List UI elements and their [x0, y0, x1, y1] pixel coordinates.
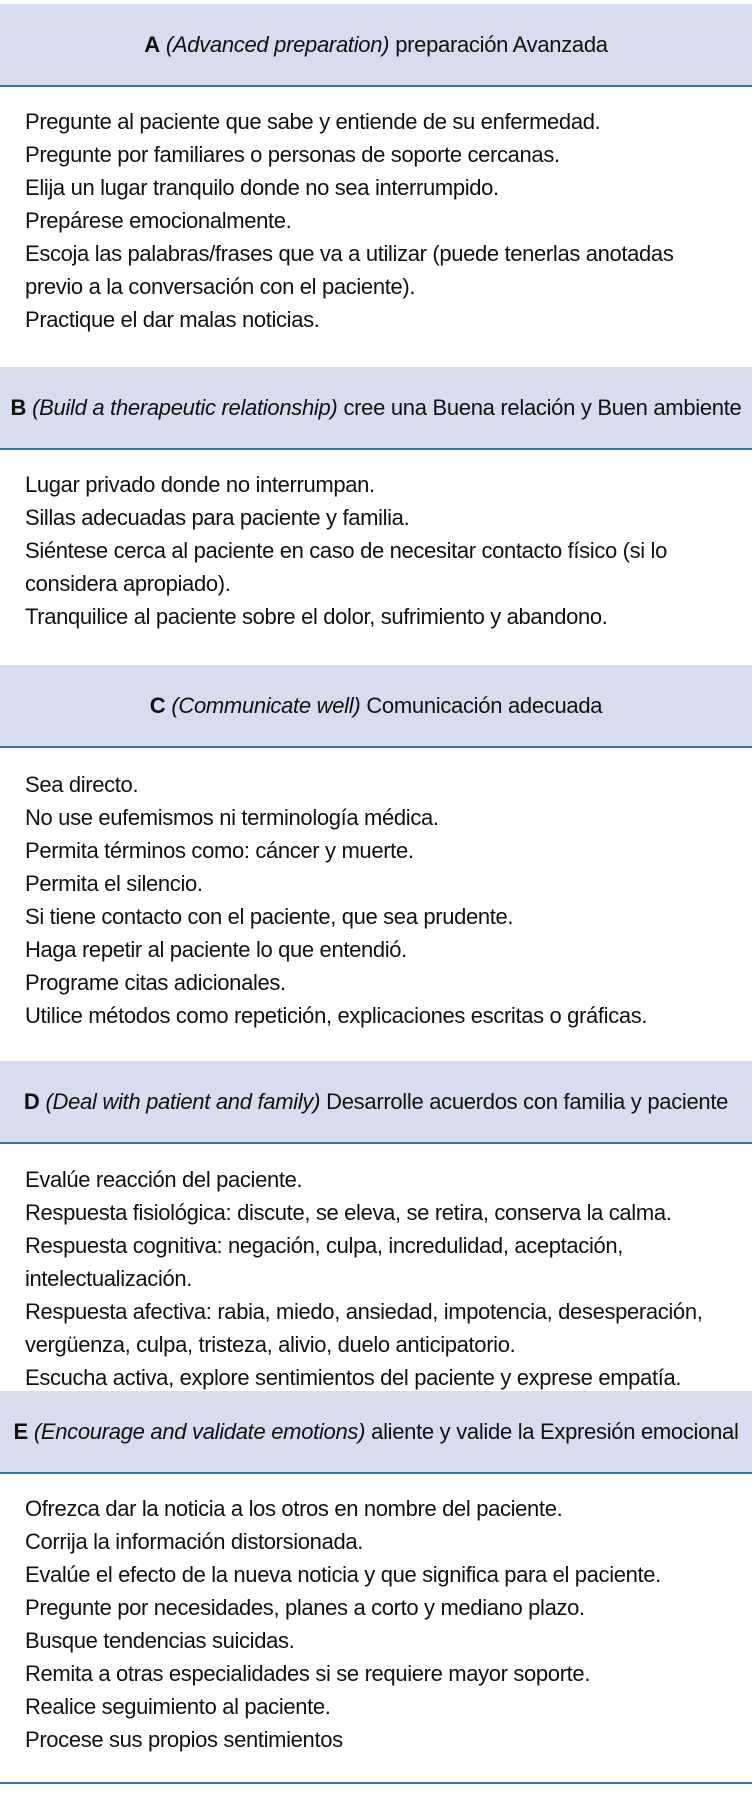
section-body-e — [0, 1492, 752, 1756]
section-letter: C — [149, 692, 166, 718]
section-header-d — [0, 1061, 752, 1144]
section-english-title: (Deal with patient and family) — [45, 1088, 321, 1114]
list-item: Respuesta afectiva: rabia, miedo, ansiedad, impotencia, desesperación, vergüenza, culpa, tristeza, alivio, duelo anticipatorio. — [25, 1299, 703, 1357]
list-item: Sillas adecuadas para paciente y familia. — [25, 505, 410, 530]
section-body-d — [0, 1163, 752, 1394]
list-item: Haga repetir al paciente lo que entendió. — [25, 937, 407, 962]
list-item: Pregunte al paciente que sabe y entiende de su enfermedad. — [25, 109, 601, 134]
list-item: No use eufemismos ni terminología médica. — [25, 805, 439, 830]
list-item: Realice seguimiento al paciente. — [25, 1694, 331, 1719]
list-item: Evalúe reacción del paciente. — [25, 1167, 303, 1192]
section-body-c — [0, 768, 752, 1032]
list-item: Lugar privado donde no interrumpan. — [25, 472, 375, 497]
list-item: Siéntese cerca al paciente en caso de necesitar contacto físico (si lo considera apropiado). — [25, 538, 667, 596]
list-item: Si tiene contacto con el paciente, que sea prudente. — [25, 904, 514, 929]
section-letter: B — [10, 394, 27, 420]
section-header-c — [0, 665, 752, 748]
list-item: Pregunte por necesidades, planes a corto y mediano plazo. — [25, 1595, 585, 1620]
list-item: Permita términos como: cáncer y muerte. — [25, 838, 414, 863]
list-item: Respuesta fisiológica: discute, se eleva, se retira, conserva la calma. — [25, 1200, 672, 1225]
list-item: Programe citas adicionales. — [25, 970, 286, 995]
list-item: Permita el silencio. — [25, 871, 203, 896]
list-item: Escoja las palabras/frases que va a utilizar (puede tenerlas anotadas previo a la conversación con el paciente). — [25, 241, 674, 299]
section-spanish-title: Comunicación adecuada — [366, 692, 603, 718]
list-item: Practique el dar malas noticias. — [25, 307, 320, 332]
list-item: Remita a otras especialidades si se requiere mayor soporte. — [25, 1661, 591, 1686]
list-item: Respuesta cognitiva: negación, culpa, incredulidad, aceptación, intelectualización. — [25, 1233, 624, 1291]
list-item: Elija un lugar tranquilo donde no sea interrumpido. — [25, 175, 499, 200]
section-english-title: (Communicate well) — [171, 692, 361, 718]
section-body-a — [0, 105, 752, 336]
list-item: Procese sus propios sentimientos — [25, 1727, 343, 1752]
list-item: Evalúe el efecto de la nueva noticia y que significa para el paciente. — [25, 1562, 661, 1587]
list-item: Sea directo. — [25, 772, 139, 797]
section-body-b — [0, 468, 752, 633]
section-header-e — [0, 1391, 752, 1474]
list-item: Busque tendencias suicidas. — [25, 1628, 295, 1653]
list-item: Ofrezca dar la noticia a los otros en nombre del paciente. — [25, 1496, 563, 1521]
section-header-b — [0, 367, 752, 450]
section-spanish-title: Desarrolle acuerdos con familia y paciente — [326, 1088, 729, 1114]
section-spanish-title: preparación Avanzada — [395, 31, 608, 57]
section-spanish-title: aliente y valide la Expresión emocional — [371, 1418, 739, 1444]
section-letter: E — [13, 1418, 28, 1444]
section-letter: A — [144, 31, 160, 57]
section-header-a — [0, 4, 752, 87]
section-english-title: (Encourage and validate emotions) — [33, 1418, 366, 1444]
list-item: Utilice métodos como repetición, explicaciones escritas o gráficas. — [25, 1003, 648, 1028]
section-letter: D — [23, 1088, 40, 1114]
section-english-title: (Build a therapeutic relationship) — [32, 394, 338, 420]
section-spanish-title: cree una Buena relación y Buen ambiente — [343, 394, 742, 420]
table-bottom-rule — [0, 1782, 752, 1784]
list-item: Tranquilice al paciente sobre el dolor, sufrimiento y abandono. — [25, 604, 608, 629]
list-item: Corrija la información distorsionada. — [25, 1529, 363, 1554]
list-item: Pregunte por familiares o personas de soporte cercanas. — [25, 142, 560, 167]
section-english-title: (Advanced preparation) — [165, 31, 390, 57]
list-item: Escucha activa, explore sentimientos del paciente y exprese empatía. — [25, 1365, 682, 1390]
list-item: Prepárese emocionalmente. — [25, 208, 292, 233]
